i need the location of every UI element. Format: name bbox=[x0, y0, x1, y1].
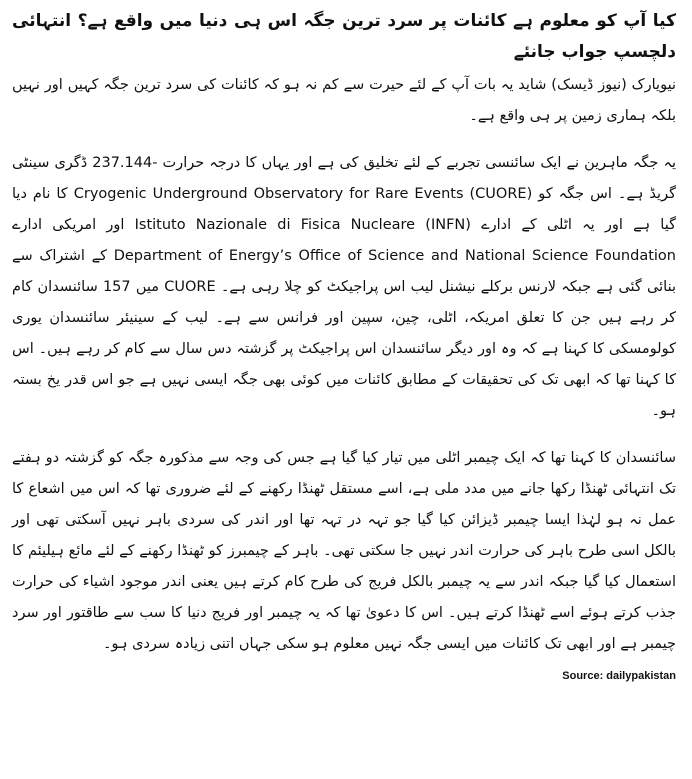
source-credit: Source: dailypakistan bbox=[562, 670, 676, 682]
article-paragraph-1: نیویارک (نیوز ڈیسک) شاید یہ بات آپ کے لئے حیرت سے کم نہ ہو کہ کائنات کی سرد ترین جگہ کہیں اور نہیں بلکہ ہماری زمین پر ہی واقع ہے۔ bbox=[12, 77, 676, 124]
article-paragraph-2: یہ جگہ ماہرین نے ایک سائنسی تجربے کے لئے تخلیق کی ہے اور یہاں کا درجہ حرارت -237.144 ڈگری سینٹی گریڈ ہے۔ اس جگہ کو Cryogenic Underground Observatory for Rare Events (CUORE) کا نام دیا گیا ہے اور یہ اٹلی کے ادارے Istituto Nazionale di Fisica Nucleare (INFN) اور امریکی ادارے Department of Energy’s Office of Science and National Science Foundation کے اشتراک سے بنائی گئی ہے جبکہ لارنس برکلے نیشنل لیب اس پراجیکٹ کو چلا رہی ہے۔ CUORE میں 157 سائنسدان کام کر رہے ہیں جن کا تعلق امریکہ، اٹلی، چین، سپین اور فرانس سے ہے۔ لیب کے سینیئر سائنسدان یوری کولومسکی کا کہنا ہے کہ وہ اور دیگر سائنسدان اس پراجیکٹ پر گزشتہ دس سال سے کام کر رہے ہیں۔ اس کا کہنا تھا کہ ابھی تک کی تحقیقات کے مطابق کائنات میں کوئی بھی جگہ ایسی نہیں ہے جو اس قدر یخ بستہ ہو۔ bbox=[12, 155, 676, 419]
article-paragraph-3: سائنسدان کا کہنا تھا کہ ایک چیمبر اٹلی میں تیار کیا گیا ہے جس کی وجہ سے مذکورہ جگہ کو گزشتہ دو ہفتے تک انتہائی ٹھنڈا رکھا جانے میں مدد ملی ہے، اسے مستقل ٹھنڈا رکھنے کے لئے ضروری تھا کہ اس میں اشعاع کا عمل نہ ہو لہٰذا ایسا چیمبر ڈیزائن کیا گیا جو تہہ در تہہ تھا اور اندر کی سردی باہر نہیں آسکتی تھی اور بالکل اسی طرح باہر کی حرارت اندر نہیں جا سکتی تھی۔ باہر کے چیمبرز کو ٹھنڈا رکھنے کے لئے مائع ہیلیئم کا استعمال کیا گیا جبکہ اندر سے یہ چیمبر بالکل فریج کی طرح کام کرتے ہیں یعنی اندر موجود اشیاء کی حرارت جذب کرتے ہوئے اسے ٹھنڈا کرتے ہیں۔ اس کا دعویٰ تھا کہ یہ چیمبر اور فریج دنیا کا سب سے طاقتور اور سرد چیمبر ہے اور ابھی تک کائنات میں ایسی جگہ نہیں معلوم ہو سکی جہاں اتنی زیادہ سردی ہو۔ bbox=[12, 450, 676, 652]
article-title: کیا آپ کو معلوم ہے کائنات پر سرد ترین جگہ اس ہی دنیا میں واقع ہے؟ انتہائی دلچسپ جواب جانئے bbox=[12, 11, 676, 62]
